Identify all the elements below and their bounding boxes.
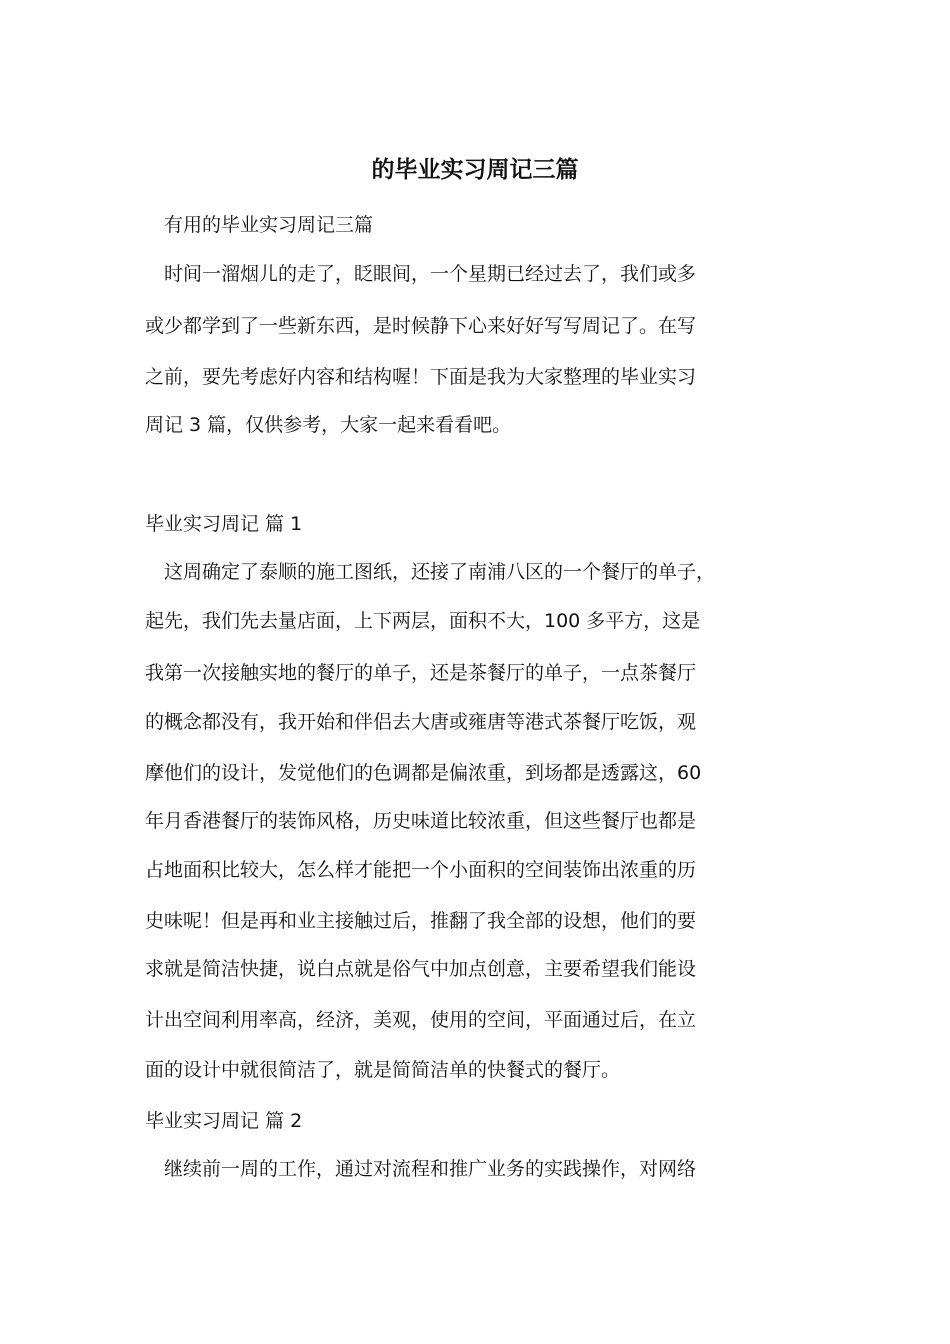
intro-line: 之前，要先考虑好内容和结构喔！下面是我为大家整理的毕业实习 xyxy=(145,366,697,388)
body-line: 占地面积比较大，怎么样才能把一个小面积的空间装饰出浓重的历 xyxy=(145,859,697,881)
body-line: 史味呢！但是再和业主接触过后，推翻了我全部的设想，他们的要 xyxy=(145,910,697,932)
document-subtitle: 有用的毕业实习周记三篇 xyxy=(164,214,374,236)
intro-line: 或少都学到了一些新东西，是时候静下心来好好写写周记了。在写 xyxy=(145,315,697,337)
intro-line: 时间一溜烟儿的走了，眨眼间，一个星期已经过去了，我们或多 xyxy=(145,263,697,285)
body-line: 这周确定了泰顺的施工图纸，还接了南浦八区的一个餐厅的单子， xyxy=(145,561,716,583)
body-line: 计出空间利用率高，经济，美观，使用的空间，平面通过后，在立 xyxy=(145,1009,697,1031)
body-line: 起先，我们先去量店面，上下两层，面积不大，100 多平方，这是 xyxy=(145,610,701,632)
body-line: 年月香港餐厅的装饰风格，历史味道比较浓重，但这些餐厅也都是 xyxy=(145,810,697,832)
body-line: 继续前一周的工作，通过对流程和推广业务的实践操作，对网络 xyxy=(145,1158,697,1180)
body-line: 求就是简洁快捷，说白点就是俗气中加点创意，主要希望我们能设 xyxy=(145,958,697,980)
body-line: 的概念都没有，我开始和伴侣去大唐或雍唐等港式茶餐厅吃饭，观 xyxy=(145,711,697,733)
body-line: 摩他们的设计，发觉他们的色调都是偏浓重，到场都是透露这，60 xyxy=(145,762,702,784)
body-line: 我第一次接触实地的餐厅的单子，还是茶餐厅的单子，一点茶餐厅 xyxy=(145,662,697,684)
document-title: 的毕业实习周记三篇 xyxy=(371,157,579,183)
section-heading-2: 毕业实习周记 篇 2 xyxy=(145,1110,303,1132)
section-heading-1: 毕业实习周记 篇 1 xyxy=(145,513,303,535)
body-line: 面的设计中就很简洁了，就是简简洁单的快餐式的餐厅。 xyxy=(145,1059,621,1081)
intro-line: 周记 3 篇，仅供参考，大家一起来看看吧。 xyxy=(145,414,512,436)
